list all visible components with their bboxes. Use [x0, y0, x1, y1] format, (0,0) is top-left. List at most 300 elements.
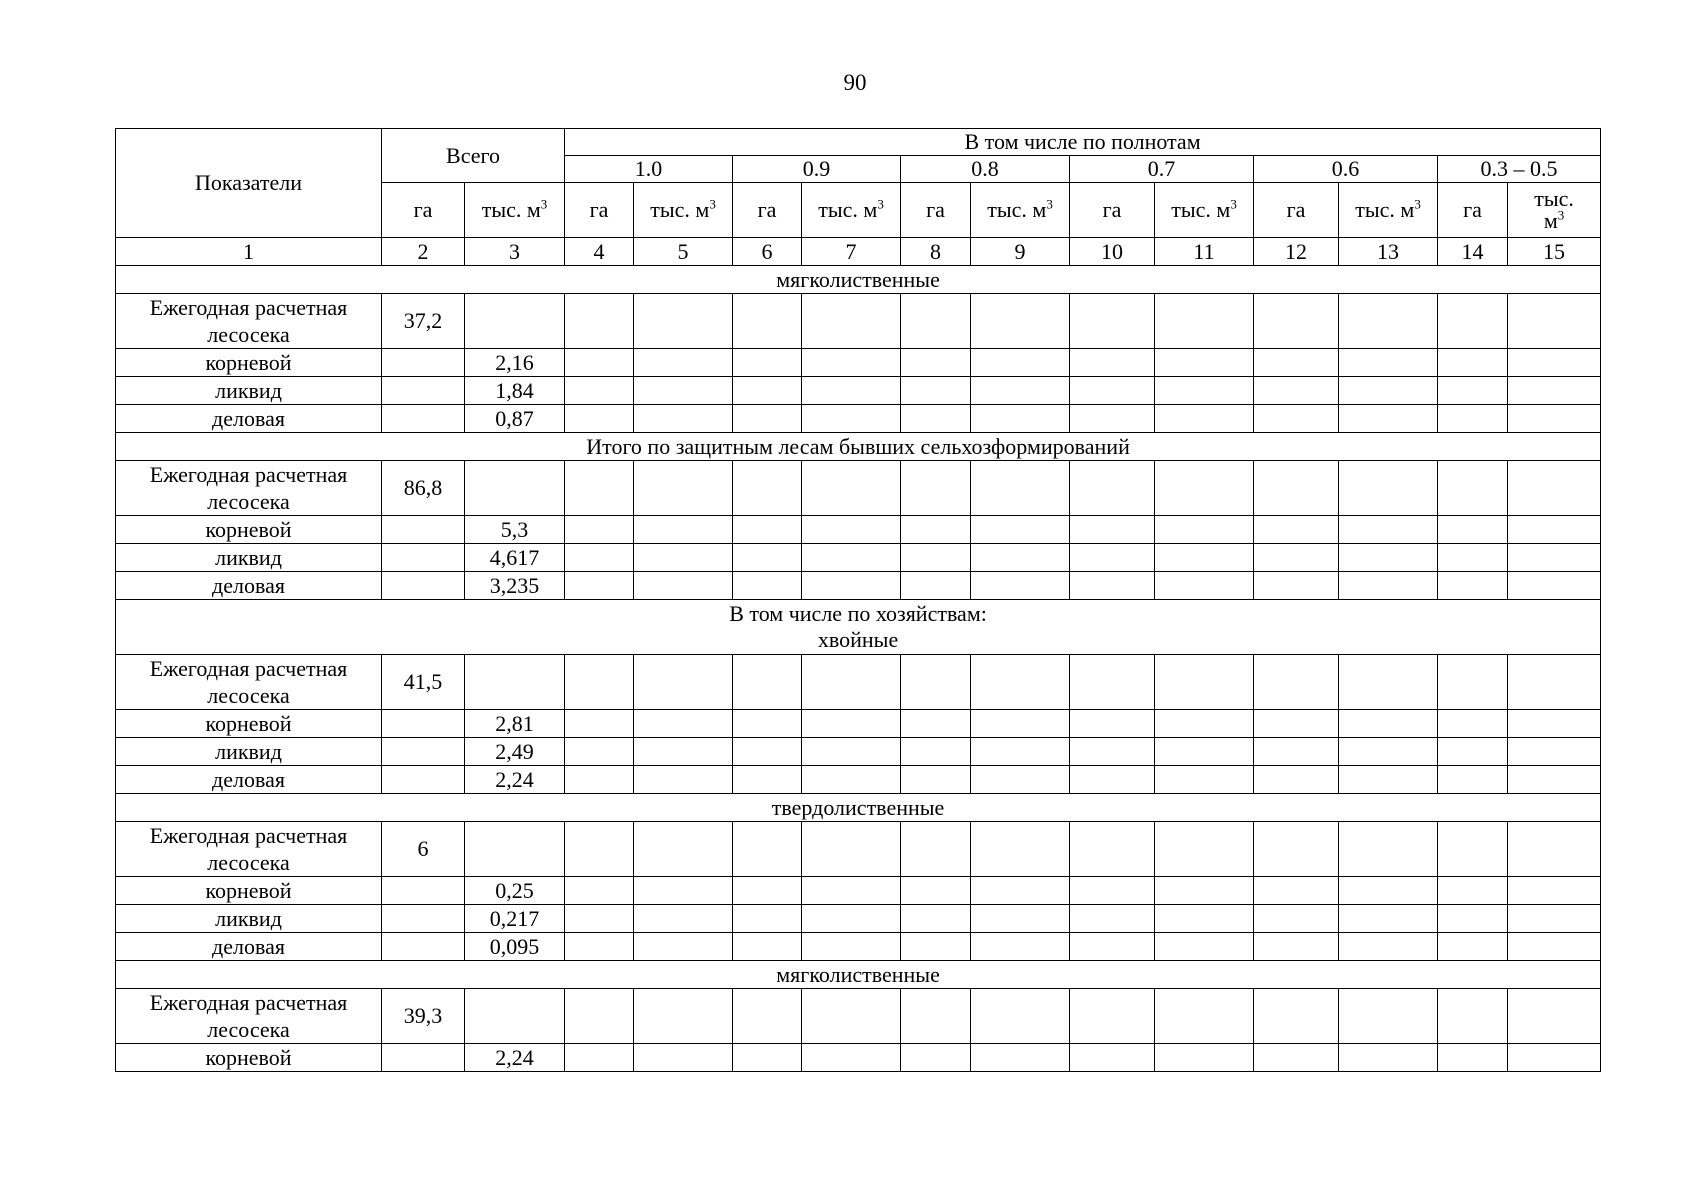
- unit-volume-text: тыс. м: [987, 197, 1047, 222]
- row-label: [116, 377, 382, 405]
- unit-ha-header: га: [1254, 183, 1339, 238]
- section-title: [116, 266, 1601, 294]
- density-value-cell: [1070, 349, 1155, 377]
- column-number: 11: [1155, 238, 1254, 266]
- total-ha-cell: [382, 766, 465, 794]
- section-title-line: мягколиственные: [776, 266, 940, 292]
- unit-ha-header: га: [1070, 183, 1155, 238]
- density-value-cell: [901, 461, 971, 516]
- total-ha-cell: [382, 516, 465, 544]
- density-value-cell: [733, 822, 802, 877]
- density-value-cell: [901, 349, 971, 377]
- density-value-cell: [901, 710, 971, 738]
- density-value-cell: [1508, 572, 1601, 600]
- total-ha-cell: [382, 905, 465, 933]
- total-volume-cell: 2,49: [465, 738, 565, 766]
- density-value-cell: [565, 516, 634, 544]
- density-value-cell: [1254, 1044, 1339, 1072]
- density-value-cell: [1070, 516, 1155, 544]
- density-value-cell: [1155, 766, 1254, 794]
- density-value-cell: [1339, 405, 1438, 433]
- density-value-cell: [971, 461, 1070, 516]
- density-value-cell: [1155, 1044, 1254, 1072]
- density-value-cell: [901, 516, 971, 544]
- row-label: [116, 933, 382, 961]
- total-volume-cell: 2,81: [465, 710, 565, 738]
- table-row: [116, 461, 1601, 516]
- unit-volume-header: [465, 183, 565, 238]
- unit-volume-header: [971, 183, 1070, 238]
- density-value-cell: [565, 1044, 634, 1072]
- density-value-cell: [1155, 516, 1254, 544]
- density-value-cell: [733, 294, 802, 349]
- density-value-cell: [1508, 1044, 1601, 1072]
- density-value-cell: [1438, 710, 1508, 738]
- forest-allowance-table: [115, 128, 1601, 1072]
- density-value-cell: [971, 738, 1070, 766]
- density-value-cell: [1254, 544, 1339, 572]
- column-number: 6: [733, 238, 802, 266]
- density-value-cell: [1155, 544, 1254, 572]
- row-label: [116, 710, 382, 738]
- density-value-cell: [1254, 377, 1339, 405]
- column-number: 13: [1339, 238, 1438, 266]
- column-number: 3: [465, 238, 565, 266]
- unit-volume-text: тыс. м: [481, 197, 541, 222]
- density-value-cell: [1339, 933, 1438, 961]
- section-title: [116, 433, 1601, 461]
- column-number: 15: [1508, 238, 1601, 266]
- total-volume-cell: 2,24: [465, 1044, 565, 1072]
- unit-volume-text: тыс. м: [1355, 197, 1415, 222]
- density-value-cell: [634, 572, 733, 600]
- density-value-cell: [1070, 655, 1155, 710]
- density-value-cell: [971, 933, 1070, 961]
- density-value-cell: [1155, 989, 1254, 1044]
- density-value-cell: [1438, 349, 1508, 377]
- total-ha-cell: [382, 933, 465, 961]
- row-label-line: лесосека: [207, 322, 290, 347]
- density-value-cell: [1508, 349, 1601, 377]
- density-value-cell: [1254, 766, 1339, 794]
- column-number: 12: [1254, 238, 1339, 266]
- total-volume-cell: 0,87: [465, 405, 565, 433]
- density-value-cell: [634, 461, 733, 516]
- row-label-line: лесосека: [207, 683, 290, 708]
- density-value-cell: [1438, 544, 1508, 572]
- density-value-cell: [634, 877, 733, 905]
- density-value-cell: [1070, 989, 1155, 1044]
- density-value-cell: [733, 572, 802, 600]
- row-label-line: деловая: [212, 406, 285, 431]
- row-label-line: корневой: [205, 711, 292, 736]
- density-header: 0.6: [1254, 156, 1438, 183]
- density-value-cell: [733, 989, 802, 1044]
- density-value-cell: [971, 377, 1070, 405]
- density-value-cell: [1070, 905, 1155, 933]
- density-value-cell: [1339, 377, 1438, 405]
- density-value-cell: [1155, 294, 1254, 349]
- total-volume-cell: 5,3: [465, 516, 565, 544]
- column-number: 10: [1070, 238, 1155, 266]
- total-ha-cell: [382, 349, 465, 377]
- density-value-cell: [634, 544, 733, 572]
- by-density-header: В том числе по полнотам: [565, 129, 1601, 156]
- density-value-cell: [1070, 1044, 1155, 1072]
- table-row: [116, 766, 1601, 794]
- column-number: 2: [382, 238, 465, 266]
- density-value-cell: [1508, 877, 1601, 905]
- density-value-cell: [901, 989, 971, 1044]
- row-label: [116, 877, 382, 905]
- density-value-cell: [802, 349, 901, 377]
- density-value-cell: [1254, 349, 1339, 377]
- density-value-cell: [1508, 294, 1601, 349]
- table-row: [116, 516, 1601, 544]
- row-label-line: Ежегодная расчетная: [149, 823, 348, 848]
- column-number: 4: [565, 238, 634, 266]
- density-value-cell: [733, 405, 802, 433]
- table-row: [116, 877, 1601, 905]
- table-row: [116, 989, 1601, 1044]
- section-title-line: В том числе по хозяйствам:: [729, 601, 987, 626]
- density-value-cell: [634, 655, 733, 710]
- density-value-cell: [1508, 905, 1601, 933]
- total-ha-cell: 39,3: [382, 989, 465, 1044]
- density-value-cell: [1339, 905, 1438, 933]
- table-row: [116, 405, 1601, 433]
- density-value-cell: [802, 989, 901, 1044]
- density-value-cell: [1339, 294, 1438, 349]
- table-row: [116, 905, 1601, 933]
- total-ha-cell: 37,2: [382, 294, 465, 349]
- density-value-cell: [971, 655, 1070, 710]
- unit-volume-text: тыс. м: [1171, 197, 1231, 222]
- density-value-cell: [1508, 822, 1601, 877]
- row-label: [116, 738, 382, 766]
- total-volume-cell: 2,24: [465, 766, 565, 794]
- density-value-cell: [901, 294, 971, 349]
- unit-volume-header: [1508, 183, 1601, 238]
- density-value-cell: [1438, 516, 1508, 544]
- row-label: [116, 572, 382, 600]
- section-title: [116, 794, 1601, 822]
- density-value-cell: [901, 377, 971, 405]
- row-label: [116, 905, 382, 933]
- section-heading-row: [116, 600, 1601, 655]
- density-value-cell: [802, 516, 901, 544]
- density-value-cell: [565, 377, 634, 405]
- total-ha-cell: 6: [382, 822, 465, 877]
- total-volume-cell: [465, 989, 565, 1044]
- density-value-cell: [802, 877, 901, 905]
- density-value-cell: [634, 766, 733, 794]
- density-value-cell: [1339, 710, 1438, 738]
- unit-volume-header: [1339, 183, 1438, 238]
- unit-volume-header: [634, 183, 733, 238]
- density-value-cell: [1438, 461, 1508, 516]
- density-value-cell: [802, 766, 901, 794]
- density-value-cell: [733, 877, 802, 905]
- density-value-cell: [1070, 822, 1155, 877]
- density-value-cell: [1438, 655, 1508, 710]
- density-value-cell: [1508, 933, 1601, 961]
- density-value-cell: [1508, 461, 1601, 516]
- total-volume-cell: 0,217: [465, 905, 565, 933]
- unit-volume-header: [1155, 183, 1254, 238]
- density-value-cell: [1070, 377, 1155, 405]
- density-value-cell: [1339, 516, 1438, 544]
- density-value-cell: [901, 655, 971, 710]
- total-ha-cell: 86,8: [382, 461, 465, 516]
- density-value-cell: [1155, 655, 1254, 710]
- unit-volume-sup: 3: [709, 196, 716, 212]
- density-value-cell: [901, 933, 971, 961]
- density-value-cell: [1438, 877, 1508, 905]
- density-value-cell: [634, 377, 733, 405]
- density-value-cell: [1155, 349, 1254, 377]
- density-value-cell: [1438, 766, 1508, 794]
- density-value-cell: [1254, 822, 1339, 877]
- density-value-cell: [1070, 766, 1155, 794]
- density-value-cell: [1339, 544, 1438, 572]
- density-value-cell: [1438, 905, 1508, 933]
- density-value-cell: [565, 822, 634, 877]
- density-value-cell: [1155, 905, 1254, 933]
- density-value-cell: [1508, 516, 1601, 544]
- unit-volume-sup: 3: [540, 196, 548, 212]
- row-label: [116, 461, 382, 516]
- density-value-cell: [733, 377, 802, 405]
- row-label: [116, 1044, 382, 1072]
- density-value-cell: [634, 405, 733, 433]
- density-value-cell: [802, 405, 901, 433]
- density-value-cell: [901, 877, 971, 905]
- density-value-cell: [733, 544, 802, 572]
- section-heading-row: [116, 266, 1601, 294]
- column-number: 5: [634, 238, 733, 266]
- density-value-cell: [971, 822, 1070, 877]
- total-volume-cell: [465, 294, 565, 349]
- density-value-cell: [802, 933, 901, 961]
- density-header: 0.9: [733, 156, 901, 183]
- table-row: [116, 377, 1601, 405]
- density-value-cell: [802, 905, 901, 933]
- total-volume-cell: [465, 655, 565, 710]
- row-label-line: ликвид: [215, 378, 282, 403]
- density-value-cell: [971, 294, 1070, 349]
- density-value-cell: [1155, 933, 1254, 961]
- row-label-line: лесосека: [207, 1017, 290, 1042]
- density-value-cell: [634, 516, 733, 544]
- density-value-cell: [1508, 405, 1601, 433]
- density-value-cell: [634, 822, 733, 877]
- total-volume-cell: 4,617: [465, 544, 565, 572]
- density-value-cell: [971, 710, 1070, 738]
- density-value-cell: [1070, 405, 1155, 433]
- density-value-cell: [565, 989, 634, 1044]
- density-value-cell: [1438, 572, 1508, 600]
- density-value-cell: [1339, 738, 1438, 766]
- density-value-cell: [565, 572, 634, 600]
- density-value-cell: [802, 738, 901, 766]
- section-title-line: твердолиственные: [771, 794, 945, 820]
- table-row: [116, 294, 1601, 349]
- unit-volume-header: [802, 183, 901, 238]
- density-value-cell: [1155, 710, 1254, 738]
- density-value-cell: [901, 822, 971, 877]
- density-value-cell: [733, 461, 802, 516]
- density-value-cell: [1254, 461, 1339, 516]
- page-number: 90: [843, 70, 867, 95]
- density-value-cell: [1438, 1044, 1508, 1072]
- density-value-cell: [1070, 933, 1155, 961]
- density-value-cell: [1508, 989, 1601, 1044]
- density-value-cell: [733, 516, 802, 544]
- density-value-cell: [971, 989, 1070, 1044]
- total-volume-cell: [465, 461, 565, 516]
- unit-ha-header: га: [901, 183, 971, 238]
- row-label-line: ликвид: [215, 739, 282, 764]
- density-value-cell: [565, 877, 634, 905]
- density-value-cell: [1155, 377, 1254, 405]
- density-value-cell: [1254, 572, 1339, 600]
- table-row: [116, 933, 1601, 961]
- row-label-line: корневой: [205, 878, 292, 903]
- section-title-line: Итого по защитным лесам бывших сельхозформирований: [586, 433, 1130, 459]
- density-value-cell: [733, 905, 802, 933]
- density-value-cell: [1254, 933, 1339, 961]
- density-value-cell: [971, 572, 1070, 600]
- unit-volume-sup: 3: [877, 196, 884, 212]
- density-value-cell: [802, 822, 901, 877]
- table-row: [116, 544, 1601, 572]
- row-label-line: деловая: [212, 767, 285, 792]
- column-number: 14: [1438, 238, 1508, 266]
- density-value-cell: [1070, 572, 1155, 600]
- total-volume-cell: 2,16: [465, 349, 565, 377]
- total-ha-cell: [382, 710, 465, 738]
- row-label: [116, 544, 382, 572]
- density-value-cell: [1339, 989, 1438, 1044]
- table-row: [116, 349, 1601, 377]
- total-ha-cell: [382, 405, 465, 433]
- density-value-cell: [1508, 710, 1601, 738]
- column-number: 9: [971, 238, 1070, 266]
- density-value-cell: [1070, 461, 1155, 516]
- density-value-cell: [802, 710, 901, 738]
- section-title-line: хвойные: [817, 627, 899, 652]
- density-value-cell: [971, 544, 1070, 572]
- density-value-cell: [971, 405, 1070, 433]
- density-value-cell: [802, 377, 901, 405]
- density-header: 0.7: [1070, 156, 1254, 183]
- density-value-cell: [1070, 710, 1155, 738]
- section-title-line: мягколиственные: [776, 961, 940, 987]
- density-value-cell: [1254, 905, 1339, 933]
- unit-volume-top: тыс.: [1534, 186, 1574, 211]
- density-value-cell: [565, 766, 634, 794]
- density-value-cell: [1070, 544, 1155, 572]
- row-label: [116, 516, 382, 544]
- total-volume-cell: 1,84: [465, 377, 565, 405]
- density-value-cell: [733, 710, 802, 738]
- density-value-cell: [1254, 738, 1339, 766]
- density-value-cell: [634, 710, 733, 738]
- density-header: 1.0: [565, 156, 733, 183]
- density-value-cell: [1254, 294, 1339, 349]
- row-label-line: корневой: [205, 350, 292, 375]
- density-value-cell: [1155, 822, 1254, 877]
- density-value-cell: [634, 1044, 733, 1072]
- density-value-cell: [1254, 405, 1339, 433]
- unit-volume-text: тыс. м: [650, 197, 710, 222]
- row-label-line: Ежегодная расчетная: [149, 295, 348, 320]
- density-value-cell: [1254, 877, 1339, 905]
- total-ha-cell: 41,5: [382, 655, 465, 710]
- section-title: [116, 961, 1601, 989]
- density-value-cell: [733, 655, 802, 710]
- total-ha-cell: [382, 544, 465, 572]
- row-label-line: корневой: [205, 1045, 292, 1070]
- density-value-cell: [565, 710, 634, 738]
- density-value-cell: [1508, 655, 1601, 710]
- density-value-cell: [634, 989, 733, 1044]
- density-value-cell: [733, 766, 802, 794]
- table-row: [116, 822, 1601, 877]
- unit-volume-sup: 3: [1046, 196, 1053, 212]
- density-value-cell: [901, 544, 971, 572]
- row-label: [116, 294, 382, 349]
- density-value-cell: [1438, 377, 1508, 405]
- density-value-cell: [971, 905, 1070, 933]
- row-label-line: деловая: [212, 934, 285, 959]
- density-value-cell: [733, 738, 802, 766]
- density-value-cell: [1339, 655, 1438, 710]
- density-value-cell: [1438, 822, 1508, 877]
- total-ha-cell: [382, 1044, 465, 1072]
- column-number-row: [116, 238, 1601, 266]
- density-value-cell: [1155, 461, 1254, 516]
- row-label: [116, 766, 382, 794]
- density-value-cell: [1339, 822, 1438, 877]
- density-value-cell: [1155, 738, 1254, 766]
- density-value-cell: [733, 933, 802, 961]
- density-value-cell: [901, 766, 971, 794]
- density-value-cell: [565, 933, 634, 961]
- table-header: [116, 129, 1601, 266]
- unit-volume-text: тыс. м: [818, 197, 878, 222]
- row-label-line: деловая: [212, 573, 285, 598]
- density-value-cell: [634, 738, 733, 766]
- row-label-line: ликвид: [215, 906, 282, 931]
- density-value-cell: [565, 738, 634, 766]
- total-ha-cell: [382, 877, 465, 905]
- unit-volume-bottom: м: [1543, 208, 1558, 233]
- density-value-cell: [901, 405, 971, 433]
- table-row: [116, 738, 1601, 766]
- density-value-cell: [1339, 766, 1438, 794]
- table-row: [116, 1044, 1601, 1072]
- row-label-line: корневой: [205, 517, 292, 542]
- density-value-cell: [971, 516, 1070, 544]
- unit-ha-header: га: [382, 183, 465, 238]
- density-value-cell: [1339, 877, 1438, 905]
- unit-ha-header: га: [565, 183, 634, 238]
- density-value-cell: [1508, 738, 1601, 766]
- density-value-cell: [1155, 572, 1254, 600]
- density-value-cell: [1070, 294, 1155, 349]
